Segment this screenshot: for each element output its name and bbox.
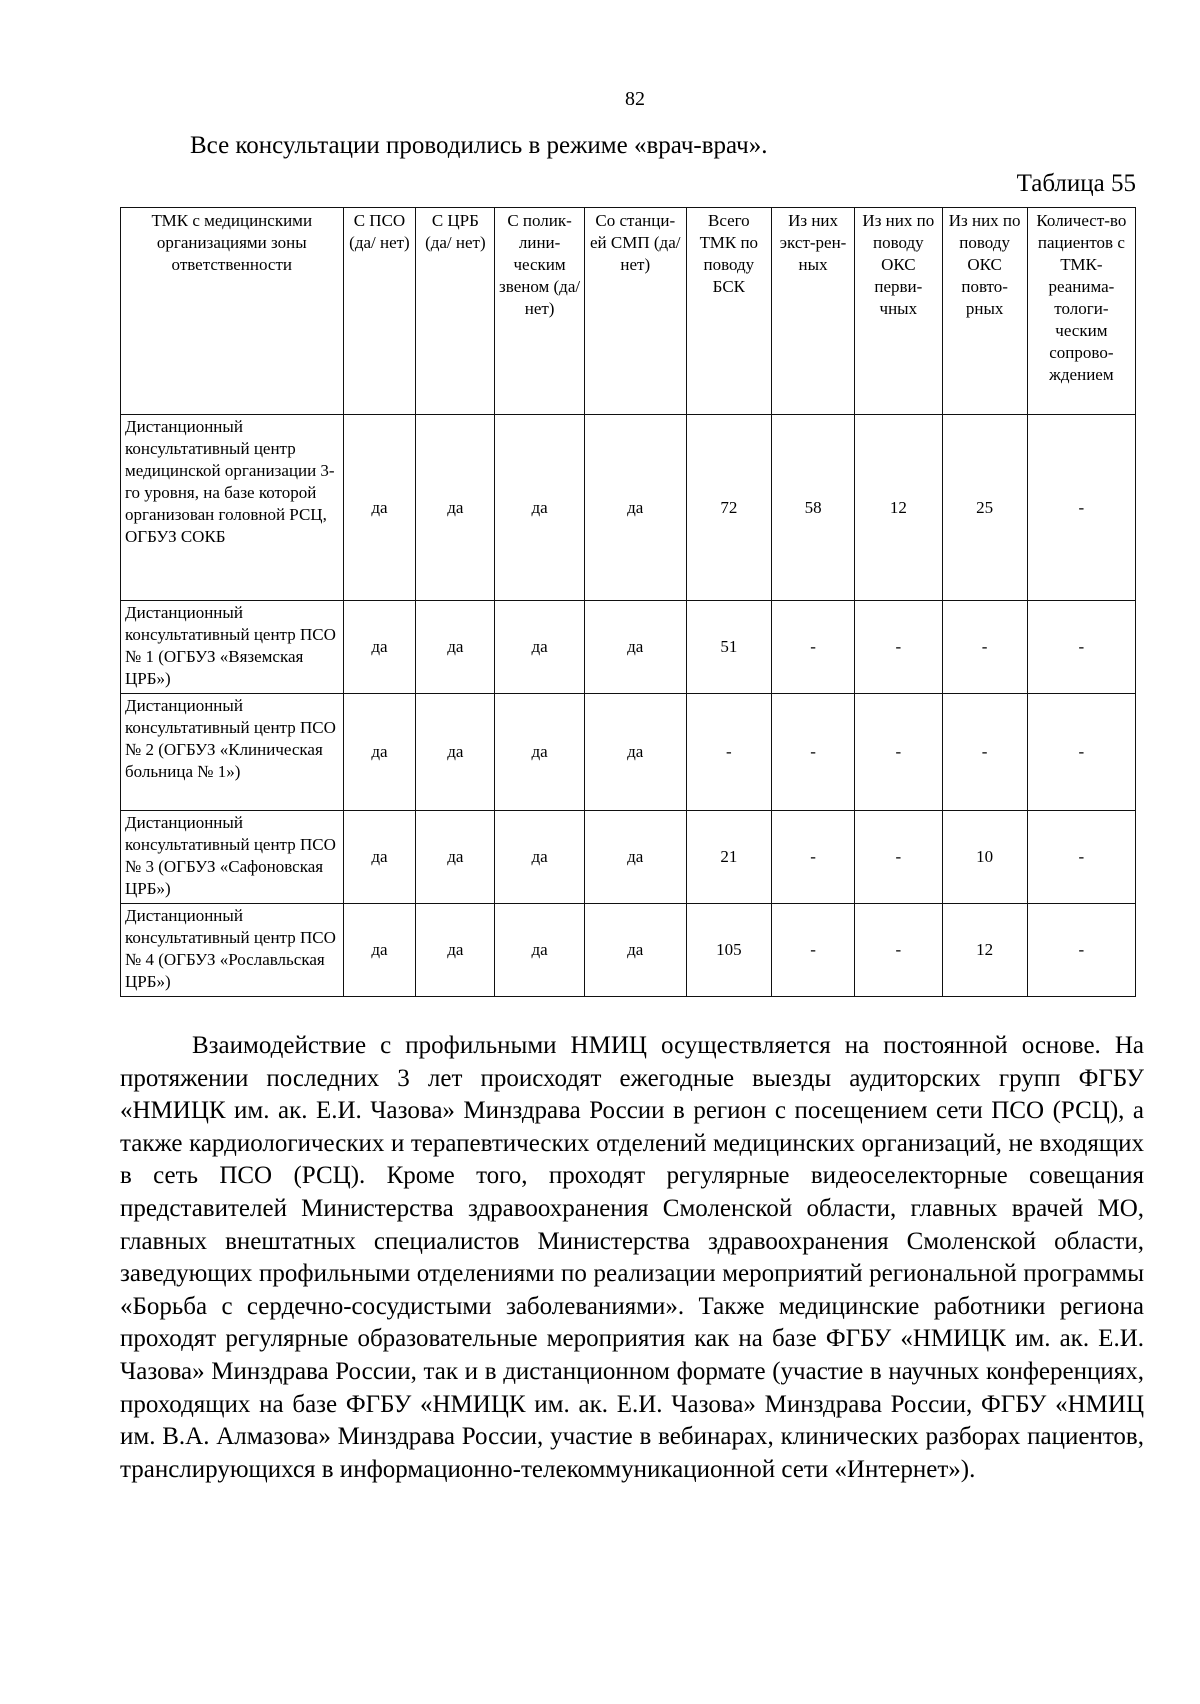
table-cell: да [343,601,416,694]
table-cell: да [584,601,686,694]
table-cell: - [1027,904,1135,997]
table-cell: да [495,694,584,811]
organization-cell: Дистанционный консультативный центр ПСО № 2 (ОГБУЗ «Клиническая больница № 1») [121,694,344,811]
table-cell: да [416,811,495,904]
header-organization: ТМК с медицинскими организациями зоны ответственности [121,208,344,415]
table-cell: - [855,904,942,997]
table-row [121,811,1136,904]
table-cell: да [343,694,416,811]
table-cell: - [771,904,854,997]
table-cell: 51 [686,601,771,694]
header-oks-primary: Из них по поводу ОКС перви-чных [855,208,942,415]
table-cell: да [584,904,686,997]
table-cell: - [771,694,854,811]
organization-cell: Дистанционный консультативный центр ПСО № 1 (ОГБУЗ «Вяземская ЦРБ») [121,601,344,694]
table-cell: - [1027,415,1135,601]
table-row [121,694,1136,811]
header-polyclinic: С полик-лини-ческим звеном (да/ нет) [495,208,584,415]
table-cell: да [416,601,495,694]
table-cell: 105 [686,904,771,997]
table-cell: да [343,415,416,601]
header-pso: С ПСО (да/ нет) [343,208,416,415]
table-cell: - [855,811,942,904]
table-cell: 72 [686,415,771,601]
header-crb: С ЦРБ (да/ нет) [416,208,495,415]
table-cell: да [416,415,495,601]
table-cell: - [1027,694,1135,811]
table-cell: да [584,694,686,811]
organization-cell: Дистанционный консультативный центр медицинской организации 3-го уровня, на базе которой организован головной РСЦ, ОГБУЗ СОКБ [121,415,344,601]
table-cell: да [495,811,584,904]
page-number: 82 [625,88,645,110]
table-cell: - [1027,601,1135,694]
header-total-tmk: Всего ТМК по поводу БСК [686,208,771,415]
table-cell: да [584,415,686,601]
table-cell: да [416,694,495,811]
table-cell: 58 [771,415,854,601]
table-cell: да [495,415,584,601]
organization-cell: Дистанционный консультативный центр ПСО № 4 (ОГБУЗ «Рославльская ЦРБ») [121,904,344,997]
organization-cell: Дистанционный консультативный центр ПСО № 3 (ОГБУЗ «Сафоновская ЦРБ») [121,811,344,904]
table-cell: - [1027,811,1135,904]
table-cell: - [771,811,854,904]
table-cell: да [343,904,416,997]
table-cell: - [855,694,942,811]
table-cell: 25 [942,415,1027,601]
table-cell: да [416,904,495,997]
table-cell: - [771,601,854,694]
table-row [121,904,1136,997]
table-cell: да [584,811,686,904]
table-cell: да [495,904,584,997]
telemedicine-table [120,207,1136,997]
table-cell: - [686,694,771,811]
header-ambulance: Со станци-ей СМП (да/нет) [584,208,686,415]
table-cell: 12 [855,415,942,601]
table-cell: 10 [942,811,1027,904]
table-cell: - [942,601,1027,694]
table-cell: да [495,601,584,694]
intro-sentence: Все консультации проводились в режиме «врач-врач». [190,132,768,159]
table-cell: да [343,811,416,904]
table-caption: Таблица 55 [1016,170,1136,197]
table-cell: - [855,601,942,694]
header-emergency: Из них экст-рен-ных [771,208,854,415]
body-paragraph: Взаимодействие с профильными НМИЦ осуществляется на постоянной основе. На протяжении последних 3 лет происходят ежегодные выезды аудиторских групп ФГБУ «НМИЦК им. ак. Е.И. Чазова» Минздрава России в регион с посещением сети ПСО (РСЦ), а также кардиологических и терапевтических отделений медицинских организаций, не входящих в сеть ПСО (РСЦ). Кроме того, проходят регулярные видеоселекторные совещания представителей Министерства здравоохранения Смоленской области, главных врачей МО, главных внештатных специалистов Министерства здравоохранения Смоленской области, заведующих профильными отделениями по реализации мероприятий региональной программы «Борьба с сердечно-сосудистыми заболеваниями». Также медицинские работники региона проходят регулярные образовательные мероприятия как на базе ФГБУ «НМИЦК им. ак. Е.И. Чазова» Минздрава России, так и в дистанционном формате (участие в научных конференциях, проходящих на базе ФГБУ «НМИЦК им. ак. Е.И. Чазова» Минздрава России, ФГБУ «НМИЦ им. В.А. Алмазова» Минздрава России, участие в вебинарах, клинических разборах пациентов, транслирующихся в информационно-телекоммуникационной сети «Интернет»). [120,1032,1144,1483]
table-cell: 12 [942,904,1027,997]
table-row [121,415,1136,601]
table-cell: 21 [686,811,771,904]
table-header-row [121,208,1136,415]
table-cell: - [942,694,1027,811]
header-oks-repeat: Из них по поводу ОКС повто-рных [942,208,1027,415]
table-row [121,601,1136,694]
header-reanimation: Количест-во пациентов с ТМК-реанима-тологи-ческим сопрово-ждением [1027,208,1135,415]
